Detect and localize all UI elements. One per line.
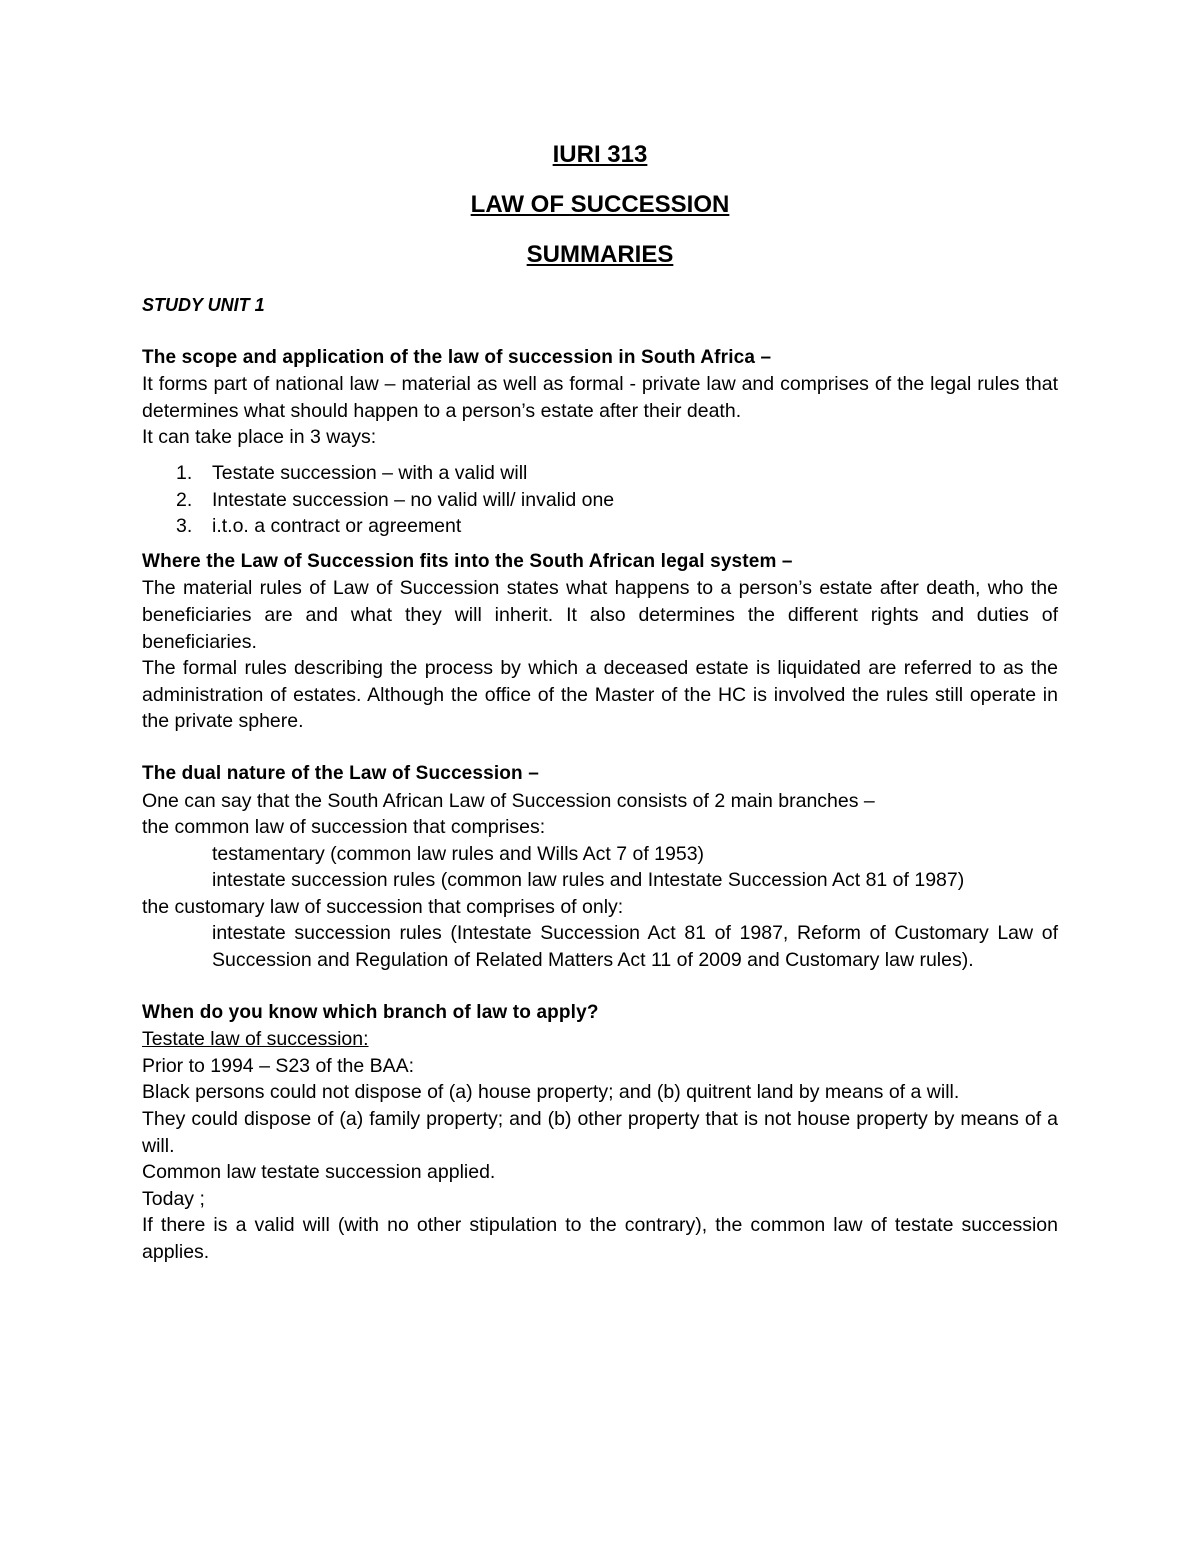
paragraph: If there is a valid will (with no other stipulation to the contrary), the common law of testate succession applies. — [142, 1214, 1058, 1263]
paragraph: Common law testate succession applied. — [142, 1161, 496, 1184]
list-item — [142, 487, 1058, 514]
spacer — [142, 974, 1058, 1000]
spacer — [142, 735, 1058, 761]
paragraph: It can take place in 3 ways: — [142, 426, 377, 449]
paragraph: The material rules of Law of Succession states what happens to a person’s estate after death, who the beneficiaries are and what they will inherit. It also determines the different rights and duties of beneficiaries. — [142, 577, 1058, 653]
section-heading-legal-system: Where the Law of Succession fits into the South African legal system – — [142, 550, 793, 572]
indented-line: testamentary (common law rules and Wills Act 7 of 1953) — [212, 842, 705, 865]
course-code: IURI 313 — [552, 141, 648, 168]
document-page — [142, 140, 1058, 1266]
list-number: 2. — [176, 488, 193, 511]
indented-line: intestate succession rules (common law rules and Intestate Succession Act 81 of 1987) — [212, 869, 965, 892]
list-number: 1. — [176, 461, 193, 484]
study-unit-label: STUDY UNIT 1 — [142, 295, 265, 315]
paragraph: the common law of succession that comprises: — [142, 816, 546, 839]
paragraph: They could dispose of (a) family property; and (b) other property that is not house property by means of a will. — [142, 1108, 1058, 1157]
paragraph: One can say that the South African Law of Succession consists of 2 main branches – — [142, 789, 875, 812]
paragraph: Black persons could not dispose of (a) house property; and (b) quitrent land by means of a will. — [142, 1081, 960, 1104]
paragraph: Prior to 1994 – S23 of the BAA: — [142, 1054, 415, 1077]
list-number: 3. — [176, 515, 193, 538]
paragraph: The formal rules describing the process by which a deceased estate is liquidated are referred to as the administration of estates. Although the office of the Master of the HC is involved the rules still operate in the private sphere. — [142, 657, 1058, 733]
paragraph: It forms part of national law – material as well as formal - private law and comprises of the legal rules that determines what should happen to a person’s estate after their death. — [142, 373, 1058, 422]
list-text: Testate succession – with a valid will — [212, 461, 528, 484]
subheading-testate: Testate law of succession: — [142, 1028, 369, 1051]
list-text: i.t.o. a contract or agreement — [212, 515, 462, 538]
document-type: SUMMARIES — [526, 241, 674, 268]
list-item — [142, 460, 1058, 487]
list-item — [142, 513, 1058, 540]
succession-ways-list — [142, 460, 1058, 540]
indented-line: intestate succession rules (Intestate Succession Act 81 of 1987, Reform of Customary Law of Succession and Regulation of Related Matters Act 11 of 2009 and Customary law rules). — [212, 922, 1058, 972]
section-heading-dual-nature: The dual nature of the Law of Succession – — [142, 762, 539, 784]
section-heading-scope: The scope and application of the law of succession in South Africa – — [142, 346, 772, 368]
paragraph: Today ; — [142, 1187, 205, 1210]
paragraph: the customary law of succession that comprises of only: — [142, 895, 624, 918]
section-heading-which-branch: When do you know which branch of law to apply? — [142, 1001, 599, 1023]
list-text: Intestate succession – no valid will/ invalid one — [212, 488, 615, 511]
course-title: LAW OF SUCCESSION — [470, 191, 730, 218]
